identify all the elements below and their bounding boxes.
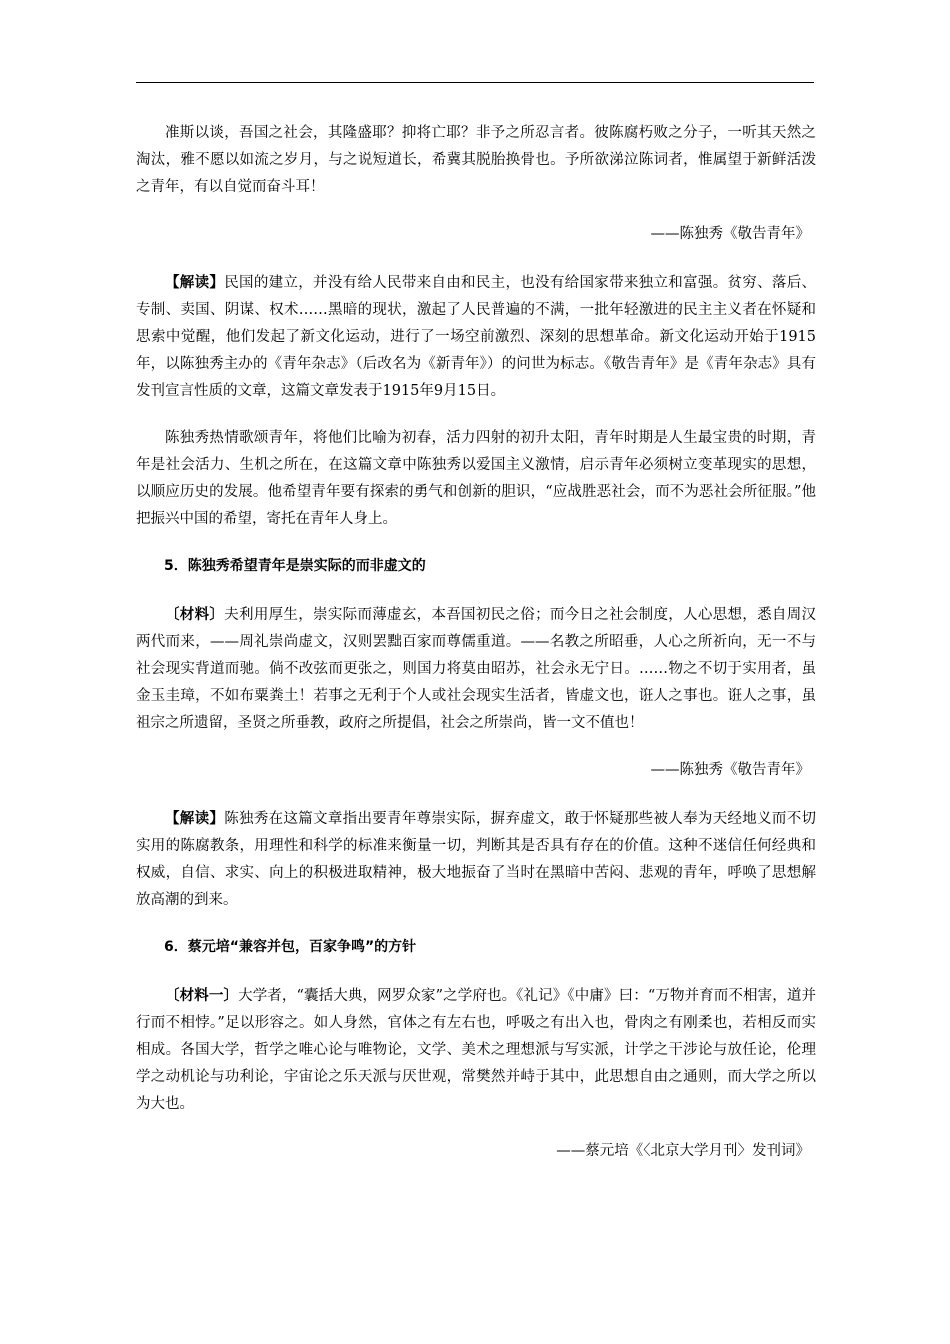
material-one-text: 大学者，“囊括大典，网罗众家”之学府也。《礼记》《中庸》曰：“万物并育而不相害，道并行而不相悖。”足以形容之。如人身然，官体之有左右也，呼吸之有出入也，骨肉之有刚柔也，若相反而实相成。各国大学，哲学之唯心论与唯物论，文学、美术之理想派与写实派，计学之干涉论与放任论，伦理学之动机论与功利论，宇宙论之乐天派与厌世观，常樊然并峙于其中，此思想自由之通则，而大学之所以为大也。 [136, 988, 816, 1112]
section-heading-5: 5．陈独秀希望青年是崇实际的而非虚文的 [164, 558, 426, 574]
material-one-source: ——蔡元培《〈北京大学月刊〉发刊词》 [556, 1143, 810, 1159]
material-one-paragraph [136, 983, 816, 1118]
interpretation-label: 【解读】 [165, 275, 225, 291]
header-rule [136, 82, 814, 83]
material-one-label: 〔材料一〕 [165, 988, 239, 1004]
interpretation-paragraph-5 [136, 806, 816, 914]
material-paragraph [136, 602, 816, 737]
material-text: 夫利用厚生，崇实际而薄虚玄，本吾国初民之俗；而今日之社会制度，人心思想，悉自周汉两代而来，——周礼崇尚虚文，汉则罢黜百家而尊儒重道。——名教之所昭垂，人心之所祈向，无一不与社会现实背道而驰。倘不改弦而更张之，则国力将莫由昭苏，社会永无宁日。……物之不切于实用者，虽金玉圭璋，不如布粟粪土！若事之无利于个人或社会现实生活者，皆虚文也，诳人之事也。诳人之事，虽祖宗之所遗留，圣贤之所垂教，政府之所提倡，社会之所崇尚，皆一文不值也！ [136, 607, 817, 731]
interpretation-label: 【解读】 [165, 811, 225, 827]
document-body [136, 120, 816, 1187]
interpretation-text: 民国的建立，并没有给人民带来自由和民主，也没有给国家带来独立和富强。贫穷、落后、专制、卖国、阴谋、权术……黑暗的现状，激起了人民普遍的不满，一批年轻激进的民主主义者在怀疑和思索中觉醒，他们发起了新文化运动，进行了一场空前激烈、深刻的思想革命。新文化运动开始于1915年，以陈独秀主办的《青年杂志》（后改名为《新青年》）的问世为标志。《敬告青年》是《青年杂志》具有发刊宣言性质的文章，这篇文章发表于1915年9月15日。 [136, 275, 817, 399]
quote-paragraph: 准斯以谈，吾国之社会，其隆盛耶？抑将亡耶？非予之所忍言者。彼陈腐朽败之分子，一听其天然之淘汰，雅不愿以如流之岁月，与之说短道长，希冀其脱胎换骨也。予所欲涕泣陈词者，惟属望于新鲜活泼之青年，有以自觉而奋斗耳！ [136, 125, 816, 195]
quote-source: ——陈独秀《敬告青年》 [650, 226, 810, 242]
material-label: 〔材料〕 [165, 607, 225, 623]
interpretation-paragraph [136, 270, 816, 405]
interpretation-paragraph-2: 陈独秀热情歌颂青年，将他们比喻为初春，活力四射的初升太阳，青年时期是人生最宝贵的时期，青年是社会活力、生机之所在，在这篇文章中陈独秀以爱国主义激情，启示青年必须树立变革现实的思想，以顺应历史的发展。他希望青年要有探索的勇气和创新的胆识，“应战胜恶社会，而不为恶社会所征服。”他把振兴中国的希望，寄托在青年人身上。 [136, 430, 816, 527]
section-heading-6: 6．蔡元培“兼容并包，百家争鸣”的方针 [164, 939, 417, 955]
material-source: ——陈独秀《敬告青年》 [650, 762, 810, 778]
interpretation-text: 陈独秀在这篇文章指出要青年尊崇实际，摒弃虚文，敢于怀疑那些被人奉为天经地义而不切实用的陈腐教条，用理性和科学的标准来衡量一切，判断其是否具有存在的价值。这种不迷信任何经典和权威，自信、求实、向上的积极进取精神，极大地振奋了当时在黑暗中苦闷、悲观的青年，呼唤了思想解放高潮的到来。 [136, 811, 817, 908]
